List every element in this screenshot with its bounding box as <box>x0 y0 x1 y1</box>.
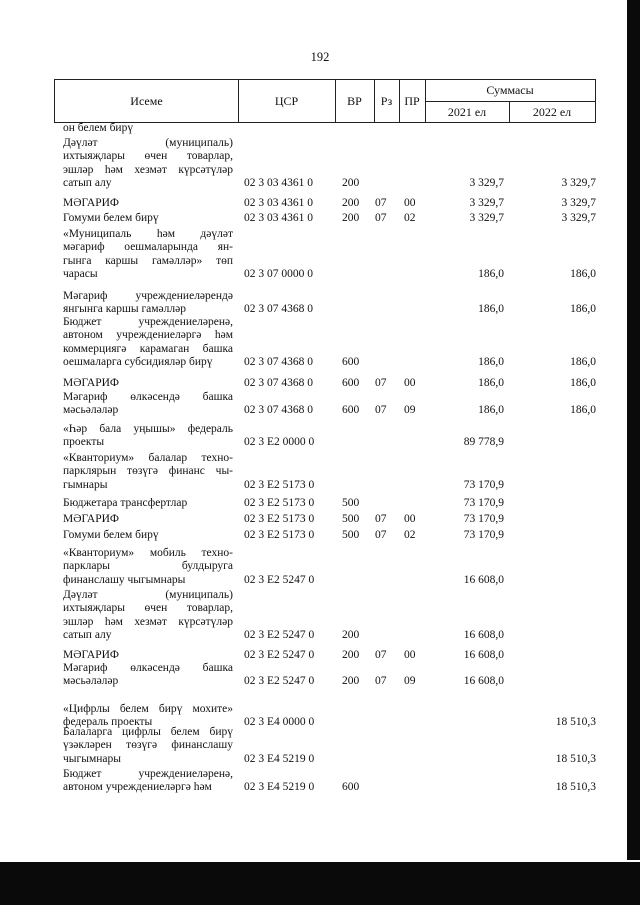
header-2021: 2021 ел <box>447 105 487 119</box>
row-name-line: Бюджет учреждениеләренә, <box>63 768 233 780</box>
row-csr: 02 3 07 4368 0 <box>244 356 313 369</box>
row-sum-2022: 186,0 <box>570 268 596 281</box>
row-name-line: Гомуми белем бирү <box>63 212 159 224</box>
row-name-line: чыгымнары <box>63 752 121 765</box>
table-row <box>0 122 640 135</box>
row-name-line: Мәгариф учреждениеләрендә <box>63 290 233 302</box>
row-name-line: коммерциягә карамаган башка <box>63 342 233 355</box>
header-csr: ЦСР <box>274 94 299 108</box>
table-row <box>0 377 640 390</box>
row-csr: 02 3 07 0000 0 <box>244 268 313 281</box>
table-row <box>0 197 640 210</box>
table-row <box>0 589 640 643</box>
row-csr: 02 3 E4 5219 0 <box>244 781 315 794</box>
row-name <box>63 589 233 643</box>
row-pr: 00 <box>404 648 416 661</box>
row-name <box>63 497 233 510</box>
row-name-line: проекты <box>63 436 105 449</box>
row-csr: 02 3 E4 0000 0 <box>244 716 315 729</box>
row-sum-2022: 186,0 <box>570 404 596 417</box>
row-name <box>63 377 233 390</box>
row-rz: 07 <box>375 648 387 661</box>
table-header <box>54 79 596 123</box>
row-rz: 07 <box>375 528 387 541</box>
row-vr: 600 <box>342 376 360 389</box>
row-sum-2022: 186,0 <box>570 376 596 389</box>
row-sum-2022: 18 510,3 <box>555 781 596 794</box>
row-csr: 02 3 E2 0000 0 <box>244 436 315 449</box>
row-name-line: «Цифрлы белем бирү мохите» <box>63 703 233 715</box>
row-sum-2021: 73 170,9 <box>463 496 504 509</box>
table-row <box>0 529 640 542</box>
row-name-line: мәсьәләләр <box>63 675 119 688</box>
header-2022: 2022 ел <box>532 105 572 119</box>
row-name-line: парклары булдыруга <box>63 560 233 573</box>
row-rz: 07 <box>375 376 387 389</box>
table-row <box>0 212 640 225</box>
row-csr: 02 3 E2 5247 0 <box>244 629 315 642</box>
row-csr: 02 3 E4 5219 0 <box>244 752 315 765</box>
row-vr: 200 <box>342 211 360 224</box>
row-name-line: янгынга каршы гамәлләр <box>63 303 186 316</box>
row-csr: 02 3 E2 5247 0 <box>244 573 315 586</box>
row-pr: 02 <box>404 211 416 224</box>
row-name-line: МӘГАРИФ <box>63 197 120 209</box>
row-sum-2021: 16 608,0 <box>463 573 504 586</box>
row-name-line: гымнары <box>63 478 108 491</box>
row-rz: 07 <box>375 512 387 525</box>
row-sum-2021: 73 170,9 <box>463 478 504 491</box>
table-row <box>0 662 640 689</box>
row-name-line: МӘГАРИФ <box>63 513 120 525</box>
row-csr: 02 3 07 4368 0 <box>244 404 313 417</box>
row-sum-2021: 89 778,9 <box>463 436 504 449</box>
row-name-line: мәсьәләләр <box>63 404 119 417</box>
row-name-line: он белем бирү <box>63 122 134 134</box>
row-vr: 500 <box>342 528 360 541</box>
row-name-line: сатып алу <box>63 629 112 642</box>
row-name-line: автоном учреждениеләргә һәм <box>63 329 233 342</box>
row-name-line: оешмаларга субсидияләр бирү <box>63 356 213 369</box>
row-sum-2021: 3 329,7 <box>469 196 504 209</box>
row-csr: 02 3 07 4368 0 <box>244 303 313 316</box>
row-name-line: гынга каршы гамәлләр» төп <box>63 254 233 267</box>
row-name <box>63 649 233 662</box>
table-row <box>0 228 640 282</box>
row-sum-2021: 186,0 <box>478 404 504 417</box>
row-name-line: парклярын төзүгә финанс чы- <box>63 465 233 478</box>
row-name-line: сатып алу <box>63 177 112 190</box>
row-vr: 200 <box>342 196 360 209</box>
table-row <box>0 547 640 587</box>
row-sum-2021: 73 170,9 <box>463 512 504 525</box>
row-name-line: «Муниципаль һәм дәүләт <box>63 228 233 240</box>
page-number: 192 <box>310 50 330 64</box>
row-name <box>63 423 233 450</box>
row-name <box>63 212 233 225</box>
row-name-line: ихтыяҗлары өчен товарлар, <box>63 602 233 615</box>
header-sums: Суммасы <box>486 83 534 97</box>
row-rz: 07 <box>375 196 387 209</box>
row-csr: 02 3 E2 5173 0 <box>244 512 315 525</box>
row-sum-2021: 73 170,9 <box>463 528 504 541</box>
table-row <box>0 513 640 526</box>
table-row <box>0 423 640 450</box>
table-row <box>0 137 640 191</box>
row-name-line: Балаларга цифрлы белем бирү <box>63 726 233 738</box>
header-vr: ВР <box>347 94 362 108</box>
row-csr: 02 3 E2 5247 0 <box>244 675 315 688</box>
row-rz: 07 <box>375 675 387 688</box>
row-name-line: «Кванториум» мобиль техно- <box>63 547 233 559</box>
row-csr: 02 3 E2 5247 0 <box>244 648 315 661</box>
table-row <box>0 768 640 795</box>
row-rz: 07 <box>375 211 387 224</box>
table-row <box>0 316 640 370</box>
row-csr: 02 3 E2 5173 0 <box>244 478 315 491</box>
row-name-line: МӘГАРИФ <box>63 649 120 661</box>
row-vr: 600 <box>342 781 360 794</box>
row-csr: 02 3 03 4361 0 <box>244 211 313 224</box>
row-sum-2021: 16 608,0 <box>463 675 504 688</box>
table-row <box>0 391 640 418</box>
row-csr: 02 3 03 4361 0 <box>244 196 313 209</box>
row-pr: 00 <box>404 512 416 525</box>
row-vr: 500 <box>342 496 360 509</box>
row-name <box>63 452 233 492</box>
row-sum-2022: 3 329,7 <box>561 177 596 190</box>
row-csr: 02 3 07 4368 0 <box>244 376 313 389</box>
row-name <box>63 122 233 135</box>
row-vr: 200 <box>342 629 360 642</box>
row-name <box>63 228 233 282</box>
row-name <box>63 197 233 210</box>
row-vr: 200 <box>342 648 360 661</box>
row-name-line: чарасы <box>63 268 98 281</box>
row-name-line: үзәкләрен төзүгә финанслашу <box>63 739 233 752</box>
row-sum-2022: 3 329,7 <box>561 196 596 209</box>
row-sum-2021: 16 608,0 <box>463 629 504 642</box>
row-sum-2021: 186,0 <box>478 268 504 281</box>
row-name-line: Бюджет учреждениеләренә, <box>63 316 233 328</box>
header-rz: Рз <box>380 94 393 108</box>
row-name <box>63 290 233 317</box>
row-name-line: Мәгариф өлкәсендә башка <box>63 391 233 403</box>
row-name-line: Мәгариф өлкәсендә башка <box>63 662 233 674</box>
row-name-line: эшләр һәм хезмәт күрсәтүләр <box>63 615 233 628</box>
row-name-line: «Кванториум» балалар техно- <box>63 452 233 464</box>
row-sum-2022: 186,0 <box>570 303 596 316</box>
row-name <box>63 391 233 418</box>
row-pr: 00 <box>404 196 416 209</box>
row-pr: 09 <box>404 675 416 688</box>
row-name-line: МӘГАРИФ <box>63 377 120 389</box>
row-name-line: финанслашу чыгымнары <box>63 573 186 586</box>
table-row <box>0 726 640 766</box>
row-name-line: «Һәр бала уңышы» федераль <box>63 423 233 435</box>
row-name-line: мәгариф оешмаларында ян- <box>63 241 233 254</box>
row-pr: 09 <box>404 404 416 417</box>
row-sum-2021: 3 329,7 <box>469 177 504 190</box>
header-pr: ПР <box>404 94 420 108</box>
row-name <box>63 547 233 587</box>
row-name-line: федераль проекты <box>63 716 153 729</box>
row-name <box>63 726 233 766</box>
table-row <box>0 649 640 662</box>
row-name <box>63 513 233 526</box>
row-name-line: Дәүләт (муниципаль) <box>63 589 233 601</box>
row-pr: 00 <box>404 376 416 389</box>
row-vr: 200 <box>342 177 360 190</box>
table-row <box>0 497 640 510</box>
row-vr: 600 <box>342 356 360 369</box>
row-sum-2021: 16 608,0 <box>463 648 504 661</box>
row-sum-2021: 3 329,7 <box>469 211 504 224</box>
row-csr: 02 3 E2 5173 0 <box>244 496 315 509</box>
row-sum-2022: 3 329,7 <box>561 211 596 224</box>
row-name <box>63 137 233 191</box>
row-sum-2022: 18 510,3 <box>555 716 596 729</box>
row-csr: 02 3 03 4361 0 <box>244 177 313 190</box>
row-name-line: эшләр һәм хезмәт күрсәтүләр <box>63 163 233 176</box>
row-vr: 500 <box>342 512 360 525</box>
row-sum-2021: 186,0 <box>478 303 504 316</box>
header-name: Исеме <box>130 94 163 108</box>
row-name <box>63 768 233 795</box>
table-row <box>0 452 640 492</box>
row-name-line: ихтыяҗлары өчен товарлар, <box>63 150 233 163</box>
row-vr: 200 <box>342 675 360 688</box>
row-csr: 02 3 E2 5173 0 <box>244 528 315 541</box>
row-sum-2021: 186,0 <box>478 356 504 369</box>
row-name <box>63 529 233 542</box>
row-name-line: Бюджетара трансфертлар <box>63 497 188 509</box>
row-name-line: Дәүләт (муниципаль) <box>63 137 233 149</box>
table-row <box>0 290 640 317</box>
row-name-line: Гомуми белем бирү <box>63 529 159 541</box>
row-name <box>63 662 233 689</box>
row-sum-2022: 18 510,3 <box>555 752 596 765</box>
row-vr: 600 <box>342 404 360 417</box>
row-sum-2022: 186,0 <box>570 356 596 369</box>
scan-bottom-edge <box>0 862 640 905</box>
row-sum-2021: 186,0 <box>478 376 504 389</box>
row-name <box>63 316 233 370</box>
row-rz: 07 <box>375 404 387 417</box>
row-name-line: автоном учреждениеләргә һәм <box>63 781 212 794</box>
row-pr: 02 <box>404 528 416 541</box>
